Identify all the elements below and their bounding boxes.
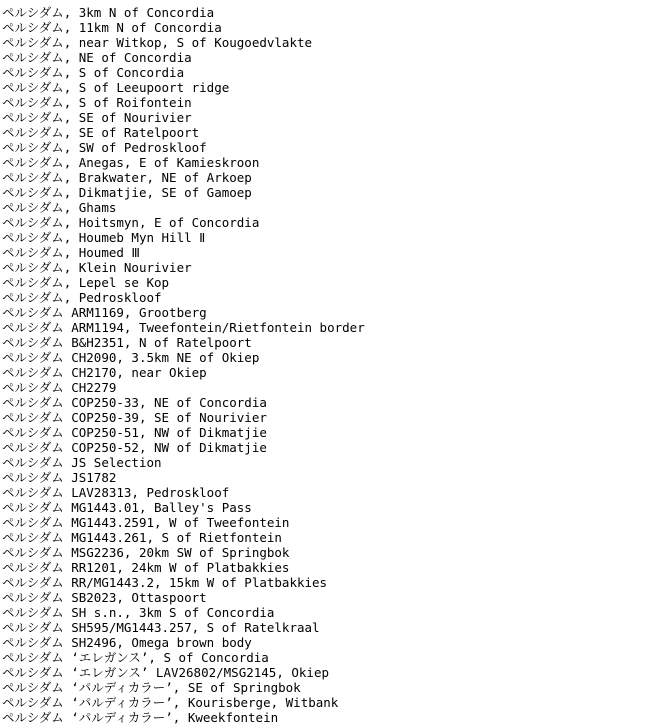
list-item: ペルシダム, NE of Concordia [2,50,192,65]
list-item: ペルシダム ARM1194, Tweefontein/Rietfontein border [2,320,365,335]
list-item: ペルシダム MSG2236, 20km SW of Springbok [2,545,290,560]
list-item: ペルシダム JS Selection [2,455,162,470]
list-item: ペルシダム, S of Leeupoort ridge [2,80,230,95]
list-item: ペルシダム ‘パルディカラー’, SE of Springbok [2,680,301,695]
list-item: ペルシダム, SE of Nourivier [2,110,192,125]
list-item: ペルシダム ARM1169, Grootberg [2,305,207,320]
list-item: ペルシダム B&H2351, N of Ratelpoort [2,335,252,350]
list-item: ペルシダム SH2496, Omega brown body [2,635,252,650]
list-item: ペルシダム LAV28313, Pedroskloof [2,485,230,500]
list-item: ペルシダム CH2090, 3.5km NE of Okiep [2,350,260,365]
list-item: ペルシダム, Hoitsmyn, E of Concordia [2,215,260,230]
list-item: ペルシダム, Lepel se Kop [2,275,170,290]
list-item: ペルシダム, Pedroskloof [2,290,162,305]
list-item: ペルシダム, Dikmatjie, SE of Gamoep [2,185,252,200]
list-item: ペルシダム, Houmed Ⅲ [2,245,141,260]
list-item: ペルシダム SH595/MG1443.257, S of Ratelkraal [2,620,320,635]
list-item: ペルシダム CH2170, near Okiep [2,365,207,380]
list-item: ペルシダム SH s.n., 3km S of Concordia [2,605,275,620]
list-item: ペルシダム, near Witkop, S of Kougoedvlakte [2,35,313,50]
list-item: ペルシダム, S of Roifontein [2,95,192,110]
list-item: ペルシダム ‘パルディカラー’, Kweekfontein [2,710,279,725]
list-item: ペルシダム, Anegas, E of Kamieskroon [2,155,260,170]
list-item: ペルシダム CH2279 [2,380,117,395]
list-item: ペルシダム COP250-39, SE of Nourivier [2,410,267,425]
list-item: ペルシダム ‘エレガンス’, S of Concordia [2,650,269,665]
list-item: ペルシダム, Brakwater, NE of Arkoep [2,170,252,185]
plant-name-list [2,5,365,725]
list-item: ペルシダム RR1201, 24km W of Platbakkies [2,560,290,575]
list-item: ペルシダム RR/MG1443.2, 15km W of Platbakkies [2,575,328,590]
list-item: ペルシダム ‘パルディカラー’, Kourisberge, Witbank [2,695,339,710]
list-item: ペルシダム, 3km N of Concordia [2,5,215,20]
list-item: ペルシダム COP250-51, NW of Dikmatjie [2,425,267,440]
list-item: ペルシダム COP250-33, NE of Concordia [2,395,267,410]
list-item: ペルシダム COP250-52, NW of Dikmatjie [2,440,267,455]
list-item: ペルシダム, Klein Nourivier [2,260,192,275]
list-item: ペルシダム, Houmeb Myn Hill Ⅱ [2,230,206,245]
list-item: ペルシダム MG1443.261, S of Rietfontein [2,530,282,545]
list-item: ペルシダム MG1443.01, Balley's Pass [2,500,252,515]
list-item: ペルシダム JS1782 [2,470,117,485]
list-item: ペルシダム MG1443.2591, W of Tweefontein [2,515,290,530]
list-item: ペルシダム, SW of Pedroskloof [2,140,207,155]
list-item: ペルシダム, 11km N of Concordia [2,20,222,35]
list-item: ペルシダム, S of Concordia [2,65,185,80]
list-item: ペルシダム, SE of Ratelpoort [2,125,200,140]
list-item: ペルシダム SB2023, Ottaspoort [2,590,207,605]
list-item: ペルシダム ‘エレガンス’ LAV26802/MSG2145, Okiep [2,665,330,680]
list-item: ペルシダム, Ghams [2,200,117,215]
